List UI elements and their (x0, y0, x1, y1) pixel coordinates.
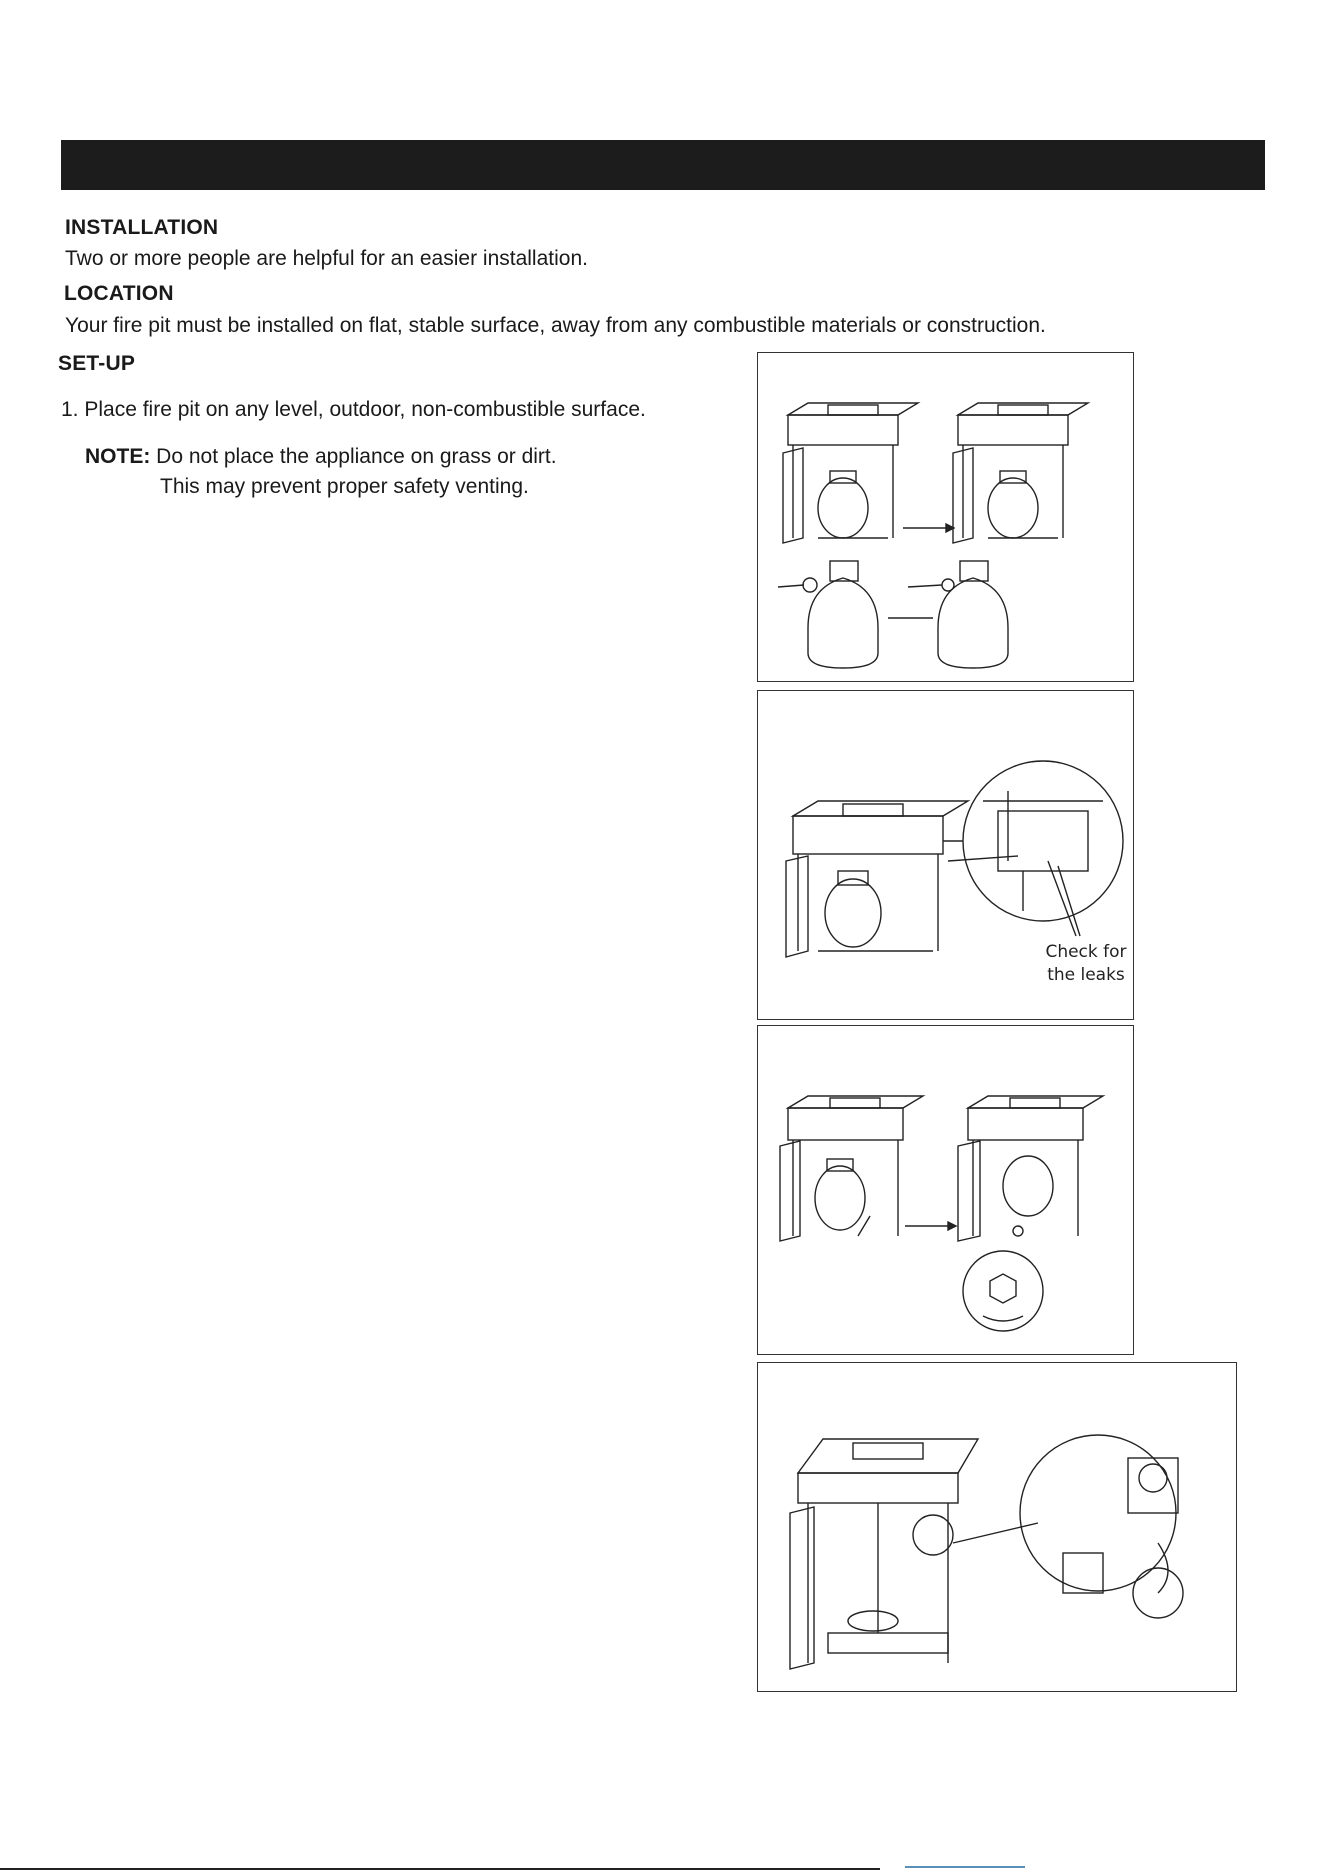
installation-heading: INSTALLATION (65, 216, 219, 239)
leak-check-label-line-2: the leaks (1047, 965, 1125, 985)
setup-heading: SET-UP (58, 352, 136, 375)
leak-check-label-line-1: Check for (1045, 942, 1127, 962)
installation-text: Two or more people are helpful for an easier installation. (65, 247, 588, 270)
note-line-2: This may prevent proper safety venting. (160, 475, 529, 498)
footer-rule (0, 1868, 880, 1870)
fig-connect-tank-drawing (758, 353, 1132, 680)
setup-note (85, 445, 557, 469)
figure-leak-check (757, 690, 1134, 1020)
figure-connect-tank (757, 352, 1134, 682)
note-label: NOTE: (85, 445, 151, 468)
fig-regulator-drawing (758, 1363, 1235, 1690)
figure-regulator (757, 1362, 1237, 1692)
leak-check-label (1041, 941, 1131, 987)
location-text: Your fire pit must be installed on flat, stable surface, away from any combustible materials or construction. (65, 314, 1046, 337)
fig-tank-placement-drawing (758, 1026, 1132, 1353)
footer-mark (905, 1866, 1025, 1868)
setup-step-1: 1. Place fire pit on any level, outdoor, non-combustible surface. (61, 398, 646, 421)
note-line-1: Do not place the appliance on grass or dirt. (156, 445, 557, 468)
section-header-bar (61, 140, 1265, 190)
location-heading: LOCATION (64, 282, 174, 305)
figure-tank-placement (757, 1025, 1134, 1355)
